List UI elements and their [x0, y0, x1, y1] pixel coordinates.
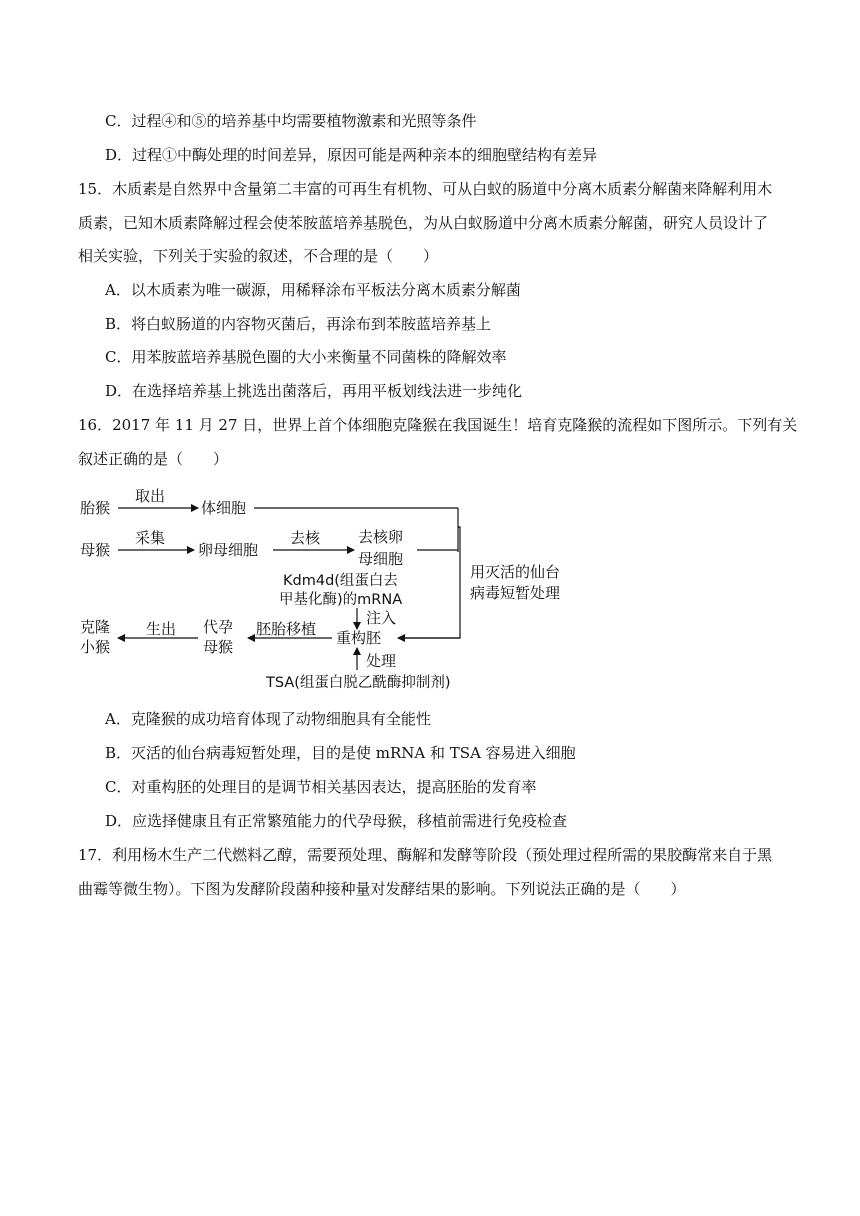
q16-stem-line1: 16．2017 年 11 月 27 日，世界上首个体细胞克隆猴在我国诞生！培育克隆猴的流程如下图所示。下列有关: [78, 416, 798, 434]
label-kdm-2: 甲基化酶)的mRNA: [279, 592, 403, 608]
q15-option-d: D．在选择培养基上挑选出菌落后，再用平板划线法进一步纯化: [105, 382, 523, 400]
q16-option-b: B．灭活的仙台病毒短暂处理，目的是使 mRNA 和 TSA 容易进入细胞: [105, 744, 576, 762]
q15-option-c: C．用苯胺蓝培养基脱色圈的大小来衡量不同菌株的降解效率: [105, 348, 507, 366]
label-enucleate: 去核: [290, 529, 321, 547]
cloning-flow-diagram: [70, 482, 590, 698]
q17-stem-line2: 曲霉等微生物）。下图为发酵阶段菌种接种量对发酵结果的影响。下列说法正确的是（ ）: [78, 880, 686, 898]
label-tsa: TSA(组蛋白脱乙酰酶抑制剂): [266, 675, 451, 691]
label-enucleated-2: 母细胞: [358, 550, 404, 568]
label-virus-1: 用灭活的仙台: [470, 563, 561, 581]
label-born: 生出: [146, 620, 177, 638]
label-collect: 采集: [135, 529, 166, 547]
bracket-down: [398, 527, 460, 638]
q16-option-c: C．对重构胚的处理目的是调节相关基因表达，提高胚胎的发育率: [105, 778, 537, 796]
option-d-prev: D．过程①中酶处理的时间差异，原因可能是两种亲本的细胞壁结构有差异: [105, 146, 598, 164]
q15-stem-line1: 15．木质素是自然界中含量第二丰富的可再生有机物、可从白蚁的肠道中分离木质素分解菌来降解利用木: [78, 180, 773, 198]
label-oocyte: 卵母细胞: [198, 541, 259, 559]
q16-option-a: A．克隆猴的成功培育体现了动物细胞具有全能性: [105, 710, 431, 728]
label-mother-monkey: 母猴: [80, 541, 111, 559]
label-embryo-transfer: 胚胎移植: [256, 620, 317, 638]
q15-stem-line2: 质素，已知木质素降解过程会使苯胺蓝培养基脱色，为从白蚁肠道中分离木质素分解菌，研究人员设计了: [78, 214, 769, 232]
q15-option-b: B．将白蚁肠道的内容物灭菌后，再涂布到苯胺蓝培养基上: [105, 315, 492, 333]
label-clone-2: 小猴: [80, 638, 111, 656]
q17-stem-line1: 17．利用杨木生产二代燃料乙醇，需要预处理、酶解和发酵等阶段（预处理过程所需的果胶酶常来自于黑: [78, 846, 773, 864]
label-fetal-monkey: 胎猴: [80, 499, 111, 517]
label-clone-1: 克隆: [80, 618, 111, 636]
label-enucleated-1: 去核卵: [358, 528, 404, 546]
q16-stem-line2: 叙述正确的是（ ）: [78, 450, 229, 468]
label-kdm-1: Kdm4d(组蛋白去: [283, 573, 398, 589]
q16-option-d: D．应选择健康且有正常繁殖能力的代孕母猴，移植前需进行免疫检查: [105, 812, 568, 830]
q15-option-a: A．以木质素为唯一碳源，用稀释涂布平板法分离木质素分解菌: [105, 281, 521, 299]
label-inject: 注入: [366, 609, 397, 627]
label-treat: 处理: [366, 652, 397, 670]
label-surrogate-2: 母猴: [203, 638, 234, 656]
label-somatic-cell: 体细胞: [201, 499, 247, 517]
label-reconstructed-embryo: 重构胚: [336, 629, 382, 647]
label-virus-2: 病毒短暂处理: [470, 584, 561, 602]
q15-stem-line3: 相关实验，下列关于实验的叙述，不合理的是（ ）: [78, 247, 439, 265]
option-c-prev: C．过程④和⑤的培养基中均需要植物激素和光照等条件: [105, 112, 477, 130]
label-surrogate-1: 代孕: [203, 618, 234, 636]
label-take-out: 取出: [135, 487, 166, 505]
